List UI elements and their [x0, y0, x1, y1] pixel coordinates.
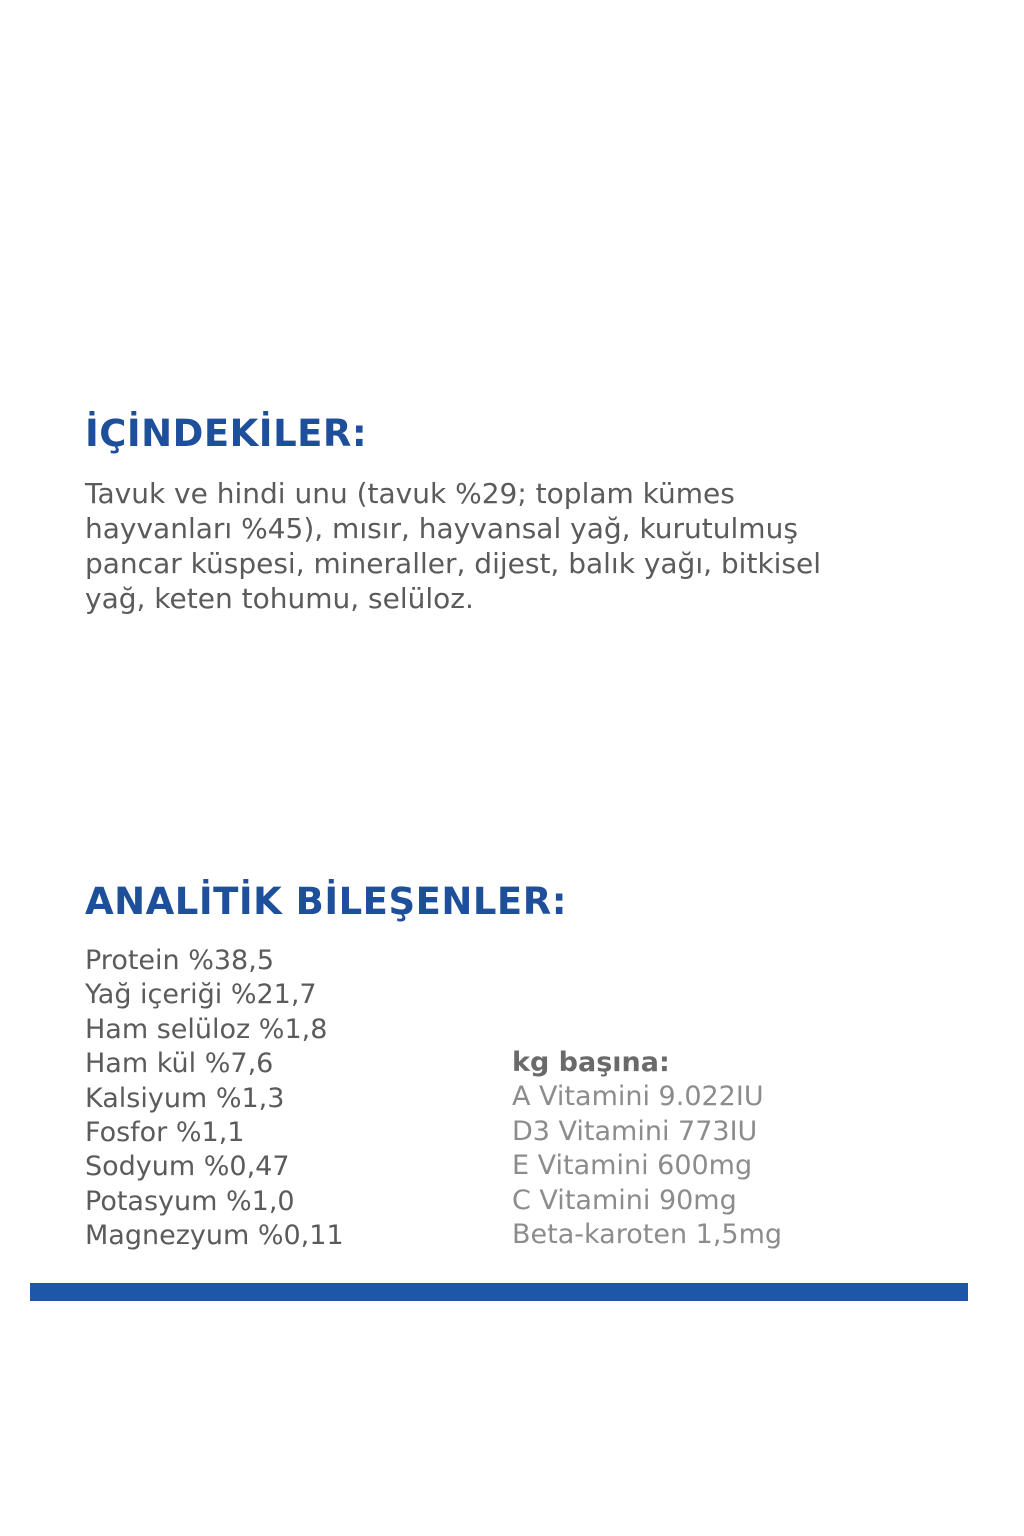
vitamin-item-beta-carotene: Beta-karoten 1,5mg — [512, 1219, 783, 1251]
per-kg-title: kg başına: — [512, 1047, 670, 1078]
vitamin-item-d3: D3 Vitamini 773IU — [512, 1115, 758, 1147]
analytic-item-magnesium: Magnezyum %0,11 — [85, 1220, 344, 1252]
ingredients-heading: İÇİNDEKİLER: — [85, 412, 368, 455]
analytic-item-phosphorus: Fosfor %1,1 — [85, 1117, 245, 1149]
bottom-divider-bar — [30, 1283, 968, 1301]
analytic-item-potassium: Potasyum %1,0 — [85, 1185, 295, 1217]
analytic-list — [85, 944, 344, 1254]
per-kg-section — [512, 1046, 782, 1252]
ingredients-text: Tavuk ve hindi unu (tavuk %29; toplam kümes hayvanları %45), mısır, hayvansal yağ, kurutulmuş pancar küspesi, mineraller, dijest, balık yağı, bitkisel yağ, keten tohumu, selüloz. — [85, 477, 822, 615]
analytic-item-fat: Yağ içeriği %21,7 — [85, 979, 317, 1011]
vitamin-item-e: E Vitamini 600mg — [512, 1150, 753, 1182]
analytic-item-calcium: Kalsiyum %1,3 — [85, 1082, 285, 1114]
vitamin-item-a: A Vitamini 9.022IU — [512, 1081, 764, 1113]
analytic-item-protein: Protein %38,5 — [85, 945, 274, 976]
vitamin-list — [512, 1080, 782, 1252]
analytic-heading: ANALİTİK BİLEŞENLER: — [85, 880, 567, 923]
analytic-item-sodium: Sodyum %0,47 — [85, 1151, 290, 1183]
analytic-item-ash: Ham kül %7,6 — [85, 1048, 274, 1080]
analytic-item-fibre: Ham selüloz %1,8 — [85, 1013, 328, 1045]
vitamin-item-c: C Vitamini 90mg — [512, 1184, 737, 1216]
